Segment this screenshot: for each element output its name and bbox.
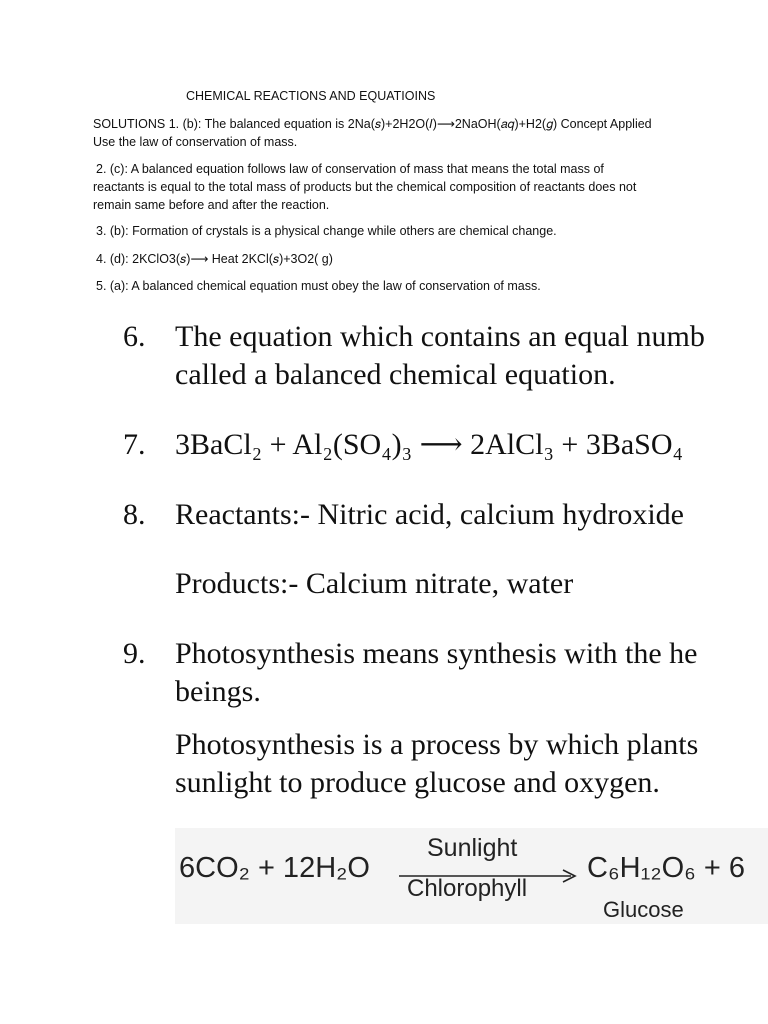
photosynthesis-equation-image xyxy=(175,828,768,924)
item-9-line-1: Photosynthesis means synthesis with the he xyxy=(175,637,698,670)
photosynthesis-glucose-label: Glucose xyxy=(603,897,684,922)
item-6-line-1: The equation which contains an equal numb xyxy=(175,320,705,353)
item-9-number: 9. xyxy=(123,637,146,670)
photosynthesis-condition-sunlight: Sunlight xyxy=(427,834,518,862)
solution-2-line-3: remain same before and after the reaction. xyxy=(93,198,330,212)
item-6-number: 6. xyxy=(123,320,146,353)
document-title: CHEMICAL REACTIONS AND EQUATIOINS xyxy=(186,89,436,103)
solution-4: 4. (d): 2KClO3(𝑠)⟶ Heat 2KCl(𝑠)+3O2( g) xyxy=(96,252,333,266)
photosynthesis-condition-chlorophyll: Chlorophyll xyxy=(407,875,528,902)
item-9-line-3: Photosynthesis is a process by which plants xyxy=(175,728,699,761)
solution-5: 5. (a): A balanced chemical equation must obey the law of conservation of mass. xyxy=(96,279,541,293)
item-9-line-4: sunlight to produce glucose and oxygen. xyxy=(175,766,660,799)
item-9-line-2: beings. xyxy=(175,675,261,708)
solution-1-line-2: Use the law of conservation of mass. xyxy=(93,135,298,149)
solution-3: 3. (b): Formation of crystals is a physical change while others are chemical change. xyxy=(96,224,557,238)
solution-2-line-2: reactants is equal to the total mass of products but the chemical composition of reactants does not xyxy=(93,180,637,194)
item-7-equation: 3BaCl₂ + Al₂(SO₄)₃ ⟶ 2AlCl₃ + 3BaSO₄ xyxy=(175,428,683,461)
photosynthesis-reactants: 6CO₂ + 12H₂O xyxy=(179,852,370,884)
item-6-line-2: called a balanced chemical equation. xyxy=(175,358,616,391)
solution-2-line-1: 2. (c): A balanced equation follows law of conservation of mass that means the total mass of xyxy=(96,162,604,176)
item-8-products: Products:- Calcium nitrate, water xyxy=(175,567,574,600)
photosynthesis-products: C₆H₁₂O₆ + 6 xyxy=(587,852,746,884)
solution-1-line-1: SOLUTIONS 1. (b): The balanced equation is 2Na(𝑠)+2H2O(𝐼)⟶2NaOH(𝑎𝑞)+H2(𝑔) Concept Applied xyxy=(93,117,652,131)
item-7-number: 7. xyxy=(123,428,146,461)
item-8-number: 8. xyxy=(123,498,146,531)
item-8-reactants: Reactants:- Nitric acid, calcium hydroxide xyxy=(175,498,684,531)
